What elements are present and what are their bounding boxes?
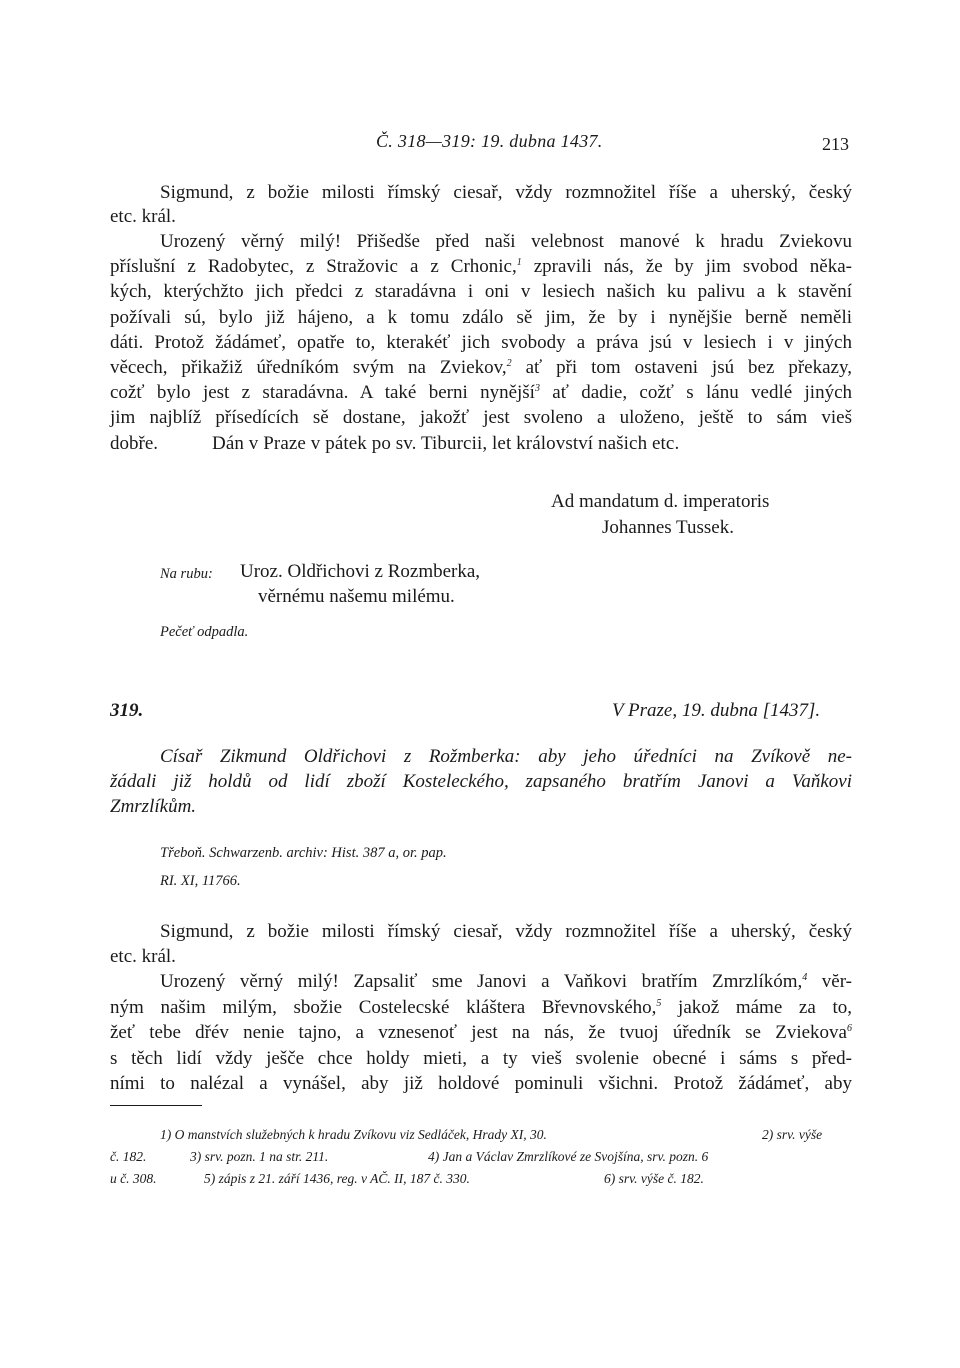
salutation-line: Sigmund, z božie milosti římský ciesař, vždy rozmnožitel říše a uherský, český bbox=[160, 921, 852, 942]
salutation-line: Sigmund, z božie milosti římský ciesař, vždy rozmnožitel říše a uherský, český bbox=[160, 182, 852, 203]
body-line bbox=[160, 230, 852, 254]
source-archive: Třeboň. Schwarzenb. archiv: Hist. 387 a, or. pap. bbox=[160, 845, 447, 861]
verso-label: Na rubu: bbox=[160, 566, 213, 582]
running-title: Č. 318—319: 19. dubna 1437. bbox=[376, 131, 603, 151]
body-text: ným našim milým, sbožie Costelecské kláštera Břevnovského, bbox=[110, 996, 657, 1018]
body-text: Urozený věrný milý! Přišedše před naši velebnost manové k hradu Zviekovu bbox=[160, 231, 852, 252]
body-text: Urozený věrný milý! Zapsaliť sme Janovi a Vaňkovi bratřím Zmrzlíkóm, bbox=[160, 971, 803, 992]
dating-clause: Dán v Praze v pátek po sv. Tiburcii, let království našich etc. bbox=[212, 433, 680, 454]
body-text: jim najblíž přísedících sě dostane, jakožť jest svoleno a uloženo, ještě to sám vieš bbox=[110, 407, 852, 429]
source-regesta: RI. XI, 11766. bbox=[160, 873, 241, 889]
body-text: s těch lidí vždy ješče chce holdy mieti, a ty vieš svolenie obecné i sáms s před- bbox=[110, 1047, 852, 1069]
footnote-marker: 5 bbox=[656, 997, 662, 1009]
body-text: dáti. Protož žádámeť, opatře to, kterakéť jich svobody a práva jsú v lesiech i v jiných bbox=[110, 331, 852, 353]
footnote: 5) zápis z 21. září 1436, reg. v AČ. II, 187 č. 330. bbox=[204, 1171, 470, 1186]
body-text: ními to nalézal a vynášel, aby již holdové pominuli všichni. Protož žádámeť, aby bbox=[110, 1073, 852, 1094]
footnote: 6) srv. výše č. 182. bbox=[604, 1171, 704, 1186]
body-line bbox=[110, 381, 852, 405]
body-text: ať při tom ostaveni jsú bez překazy, bbox=[511, 357, 852, 378]
body-text: ať dadie, cožť s lánu vedlé jiných bbox=[539, 382, 853, 404]
footnote: 2) srv. výše bbox=[762, 1127, 823, 1142]
place-date: V Praze, 19. dubna [1437]. bbox=[612, 700, 821, 721]
salutation-line: etc. král. bbox=[110, 946, 176, 967]
body-text: vĕr- bbox=[807, 971, 852, 992]
body-line bbox=[110, 356, 852, 380]
body-line bbox=[110, 1021, 852, 1045]
body-text: cožť bylo jest z staradávna. A také berni nynější bbox=[110, 382, 535, 404]
regest-line: Císař Zikmund Oldřichovi z Rožmberka: aby jeho úředníci na Zvíkově ne- bbox=[160, 746, 852, 767]
closing-word: dobře. bbox=[110, 433, 159, 454]
footnote: 3) srv. pozn. 1 na str. 211. bbox=[190, 1149, 329, 1164]
footnote-marker: 6 bbox=[847, 1023, 852, 1034]
body-text: jakož máme za to, bbox=[661, 996, 852, 1018]
body-line bbox=[110, 280, 852, 304]
footnote: u č. 308. bbox=[110, 1171, 157, 1186]
regest-line: žádali již holdů od lidí zboží Kosteleckého, zapsaného bratřím Janovi a Vaňkovi bbox=[110, 771, 852, 792]
body-text: požívali sú, bylo již hájeno, a k tomu zdálo sě jim, že by i nynějšie berně neměli bbox=[110, 306, 852, 328]
body-text: příslušní z Radobytec, z Stražovic a z Crhonic, bbox=[110, 256, 517, 278]
body-text: kých, kterýchžto jich předci z staradávna i oni v lesiech našich ku palivu a k stavění bbox=[110, 281, 852, 303]
footnote-marker: 1 bbox=[516, 257, 522, 269]
salutation-line: etc. král. bbox=[110, 206, 176, 227]
footnote-marker: 4 bbox=[802, 972, 808, 983]
body-line bbox=[110, 306, 852, 330]
seal-note: Pečeť odpadla. bbox=[160, 624, 249, 640]
footnote: 1) O manstvích služebných k hradu Zvíkovu viz Sedláček, Hrady XI, 30. bbox=[160, 1127, 547, 1142]
body-line bbox=[110, 406, 852, 430]
body-text: žeť tebe dřév nenie tajno, a vznesenoť jest na nás, že tvuoj úředník se Zviekova bbox=[110, 1022, 847, 1043]
body-line bbox=[110, 996, 852, 1020]
footnote: 4) Jan a Václav Zmrzlíkové ze Svojšína, srv. pozn. 6 bbox=[428, 1149, 709, 1164]
body-line bbox=[110, 331, 852, 355]
verso-address: Uroz. Oldřichovi z Rozmberka, bbox=[240, 561, 481, 582]
body-text: zpravili nás, že by jim svobod něka- bbox=[521, 256, 852, 278]
signature-name: Johannes Tussek. bbox=[602, 517, 734, 538]
page-number: 213 bbox=[822, 134, 849, 154]
footnote-marker: 2 bbox=[506, 358, 512, 369]
body-line bbox=[110, 1072, 852, 1096]
body-line bbox=[110, 1047, 852, 1071]
regest-line: Zmrzlíkům. bbox=[110, 796, 197, 817]
body-line bbox=[110, 255, 852, 279]
signature-mandate: Ad mandatum d. imperatoris bbox=[551, 491, 770, 512]
body-text: věcech, přikažiž úředníkóm svým na Zviekov, bbox=[110, 357, 507, 378]
verso-address: věrnému našemu milému. bbox=[258, 586, 455, 607]
document-number: 319. bbox=[110, 700, 144, 721]
footnote-marker: 3 bbox=[534, 383, 540, 395]
body-line bbox=[160, 970, 852, 994]
footnote: č. 182. bbox=[110, 1149, 147, 1164]
footnote-rule bbox=[110, 1105, 202, 1106]
